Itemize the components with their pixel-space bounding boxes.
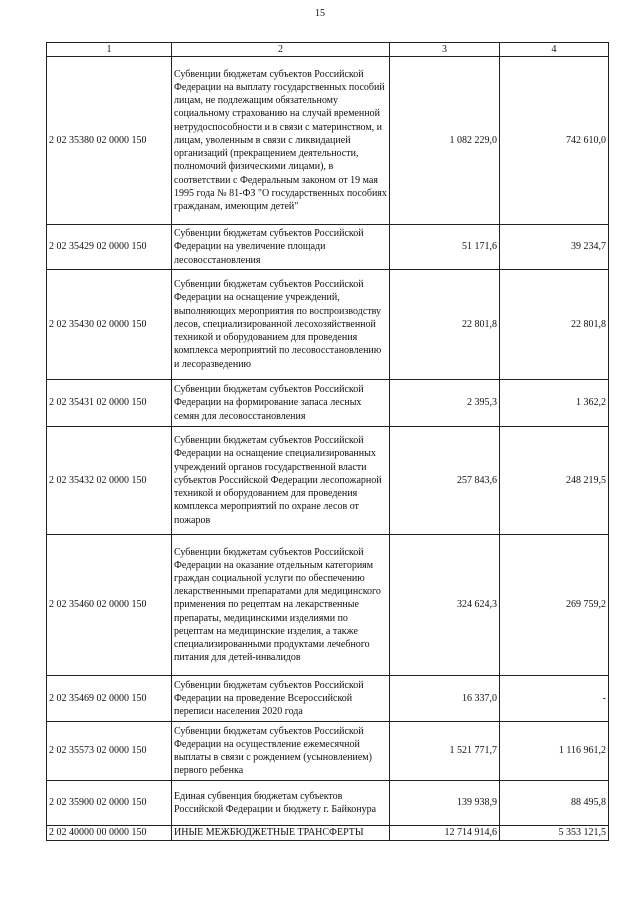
row-name: Субвенции бюджетам субъектов Российской Федерации на выплату государственных пособий лицам, не подлежащим обязательному социальному страхованию на случай временной нетрудоспособности и в связи с материнством, и лицам, уволенным в связи с ликвидацией организаций (прекращением деятельности, полномочий физическими лицами), в соответствии с Федеральным законом от 19 мая 1995 года № 81-ФЗ "О государственных пособиях гражданам, имеющим детей" xyxy=(172,57,390,225)
row-value-col4: - xyxy=(500,676,609,722)
row-name: Субвенции бюджетам субъектов Российской Федерации на формирование запаса лесных семян для лесовосстановления xyxy=(172,380,390,427)
row-value-col3: 12 714 914,6 xyxy=(390,826,500,841)
row-name: Субвенции бюджетам субъектов Российской Федерации на увеличение площади лесовосстановления xyxy=(172,225,390,270)
row-value-col4: 22 801,8 xyxy=(500,270,609,380)
header-cell-3: 3 xyxy=(390,43,500,57)
table-header-row xyxy=(47,43,609,57)
row-value-col3: 16 337,0 xyxy=(390,676,500,722)
row-code: 2 02 35429 02 0000 150 xyxy=(47,225,172,270)
row-code: 2 02 35573 02 0000 150 xyxy=(47,722,172,781)
row-value-col4: 1 362,2 xyxy=(500,380,609,427)
row-value-col4: 269 759,2 xyxy=(500,535,609,676)
budget-table xyxy=(46,42,609,841)
row-value-col3: 22 801,8 xyxy=(390,270,500,380)
row-value-col4: 1 116 961,2 xyxy=(500,722,609,781)
table-row xyxy=(47,781,609,826)
row-code: 2 02 35432 02 0000 150 xyxy=(47,427,172,535)
page-number: 15 xyxy=(315,8,325,19)
table-row xyxy=(47,535,609,676)
row-value-col3: 1 521 771,7 xyxy=(390,722,500,781)
table-row xyxy=(47,676,609,722)
row-value-col4: 248 219,5 xyxy=(500,427,609,535)
row-value-col3: 1 082 229,0 xyxy=(390,57,500,225)
row-code: 2 02 40000 00 0000 150 xyxy=(47,826,172,841)
table-row xyxy=(47,225,609,270)
row-value-col3: 2 395,3 xyxy=(390,380,500,427)
row-value-col4: 5 353 121,5 xyxy=(500,826,609,841)
row-name: Субвенции бюджетам субъектов Российской Федерации на оснащение специализированных учреждений органов государственной власти субъектов Российской Федерации лесопожарной техникой и оборудованием для проведения комплекса мероприятий по охране лесов от пожаров xyxy=(172,427,390,535)
table-row xyxy=(47,57,609,225)
row-value-col3: 324 624,3 xyxy=(390,535,500,676)
header-cell-4: 4 xyxy=(500,43,609,57)
header-cell-1: 1 xyxy=(47,43,172,57)
row-name: Субвенции бюджетам субъектов Российской Федерации на оснащение учреждений, выполняющих мероприятия по воспроизводству лесов, специализированной лесохозяйственной техникой и оборудованием для проведения комплекса мероприятий по лесовосстановлению и лесоразведению xyxy=(172,270,390,380)
row-name: ИНЫЕ МЕЖБЮДЖЕТНЫЕ ТРАНСФЕРТЫ xyxy=(172,826,390,841)
row-value-col4: 39 234,7 xyxy=(500,225,609,270)
table-row xyxy=(47,826,609,841)
row-code: 2 02 35460 02 0000 150 xyxy=(47,535,172,676)
row-name: Субвенции бюджетам субъектов Российской Федерации на оказание отдельным категориям граждан социальной услуги по обеспечению лекарственными препаратами для медицинского применения по рецептам на лекарственные препараты, медицинскими изделиями по рецептам на медицинские изделия, а также специализированными продуктами лечебного питания для детей-инвалидов xyxy=(172,535,390,676)
table-row xyxy=(47,722,609,781)
row-value-col4: 88 495,8 xyxy=(500,781,609,826)
row-value-col3: 51 171,6 xyxy=(390,225,500,270)
row-value-col4: 742 610,0 xyxy=(500,57,609,225)
table-row xyxy=(47,270,609,380)
row-name: Единая субвенция бюджетам субъектов Российской Федерации и бюджету г. Байконура xyxy=(172,781,390,826)
row-code: 2 02 35430 02 0000 150 xyxy=(47,270,172,380)
row-code: 2 02 35380 02 0000 150 xyxy=(47,57,172,225)
row-value-col3: 139 938,9 xyxy=(390,781,500,826)
row-value-col3: 257 843,6 xyxy=(390,427,500,535)
table-row xyxy=(47,380,609,427)
row-name: Субвенции бюджетам субъектов Российской Федерации на осуществление ежемесячной выплаты в связи с рождением (усыновлением) первого ребенка xyxy=(172,722,390,781)
row-code: 2 02 35900 02 0000 150 xyxy=(47,781,172,826)
row-code: 2 02 35469 02 0000 150 xyxy=(47,676,172,722)
table-row xyxy=(47,427,609,535)
header-cell-2: 2 xyxy=(172,43,390,57)
row-name: Субвенции бюджетам субъектов Российской Федерации на проведение Всероссийской переписи населения 2020 года xyxy=(172,676,390,722)
row-code: 2 02 35431 02 0000 150 xyxy=(47,380,172,427)
